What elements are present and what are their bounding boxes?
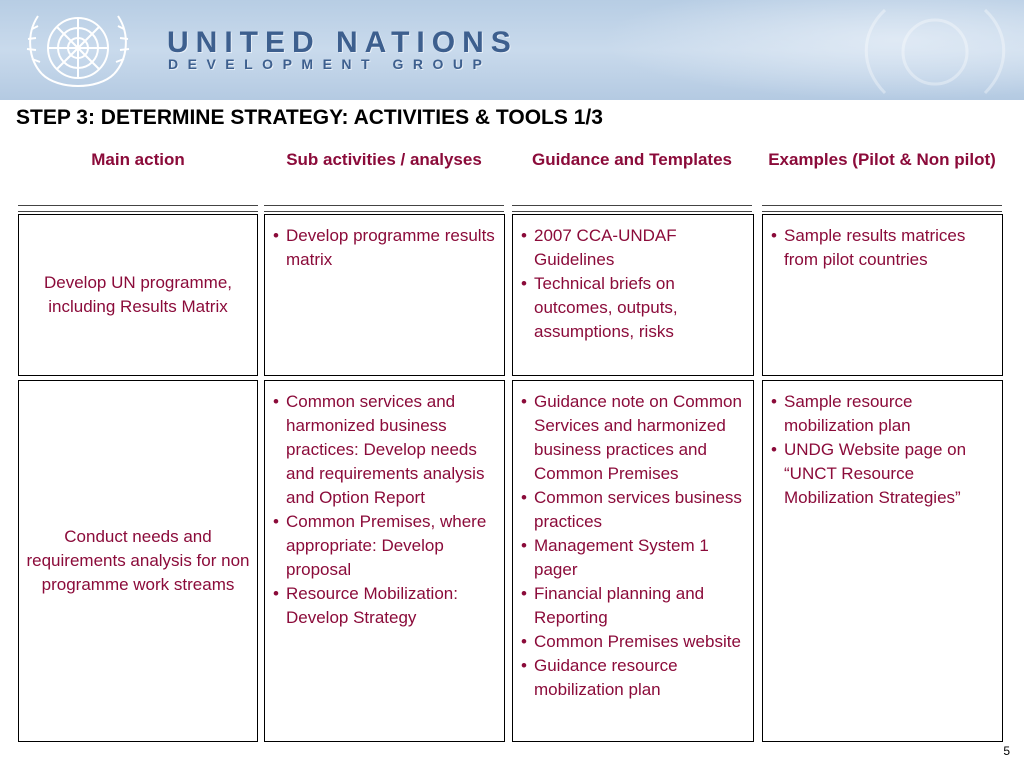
row1-guidance-list: [513, 215, 753, 344]
row2-main-action-text: Conduct needs and requirements analysis for non programme work streams: [26, 527, 250, 594]
list-item: • 2007 CCA-UNDAF Guidelines: [519, 224, 745, 272]
list-item: • Guidance resource mobilization plan: [519, 654, 745, 702]
header-rule: [18, 205, 258, 212]
row2-examples-list: [763, 381, 1002, 510]
header-rule: [512, 205, 752, 212]
list-item: • Common Premises, where appropriate: Develop proposal: [271, 510, 496, 582]
list-item: • Sample results matrices from pilot countries: [769, 224, 994, 272]
row1-main-action-cell: [18, 214, 258, 376]
row1-guidance-cell: [512, 214, 754, 376]
laurel-watermark-icon: [855, 8, 1015, 98]
column-header-main-action: Main action: [91, 150, 185, 169]
org-name-line1: UNITED NATIONS: [167, 26, 518, 59]
org-name-line2: DEVELOPMENT GROUP: [168, 56, 492, 72]
page-number: 5: [1003, 744, 1010, 758]
row2-sub-activities-list: [265, 381, 504, 630]
list-item: • Management System 1 pager: [519, 534, 745, 582]
row1-main-action-text: Develop UN programme, including Results Matrix: [43, 273, 232, 316]
list-item: • Technical briefs on outcomes, outputs, assumptions, risks: [519, 272, 745, 344]
list-item: • Resource Mobilization: Develop Strategy: [271, 582, 496, 630]
slide-title: STEP 3: DETERMINE STRATEGY: ACTIVITIES & TOOLS 1/3: [16, 106, 603, 129]
row1-examples-cell: [762, 214, 1003, 376]
row1-sub-activities-list: [265, 215, 504, 272]
list-item: • Guidance note on Common Services and harmonized business practices and Common Premises: [519, 390, 745, 486]
header-rule: [762, 205, 1002, 212]
list-item: • Sample resource mobilization plan: [769, 390, 994, 438]
column-header-guidance: Guidance and Templates: [532, 150, 732, 169]
list-item: • Financial planning and Reporting: [519, 582, 745, 630]
list-item: • Common Premises website: [519, 630, 745, 654]
row2-guidance-cell: [512, 380, 754, 742]
row2-sub-activities-cell: [264, 380, 505, 742]
row1-examples-list: [763, 215, 1002, 272]
list-item: • UNDG Website page on “UNCT Resource Mobilization Strategies”: [769, 438, 994, 510]
row2-guidance-list: [513, 381, 753, 702]
column-header-examples: Examples (Pilot & Non pilot): [768, 150, 996, 169]
list-item: • Common services and harmonized business practices: Develop needs and requirements analysis and Option Report: [271, 390, 496, 510]
column-header-sub-activities: Sub activities / analyses: [286, 150, 482, 169]
list-item: • Develop programme results matrix: [271, 224, 496, 272]
list-item: • Common services business practices: [519, 486, 745, 534]
header-banner: [0, 0, 1024, 100]
row1-sub-activities-cell: [264, 214, 505, 376]
un-emblem-icon: [18, 4, 138, 96]
row2-examples-cell: [762, 380, 1003, 742]
row2-main-action-cell: [18, 380, 258, 742]
header-rule: [264, 205, 504, 212]
